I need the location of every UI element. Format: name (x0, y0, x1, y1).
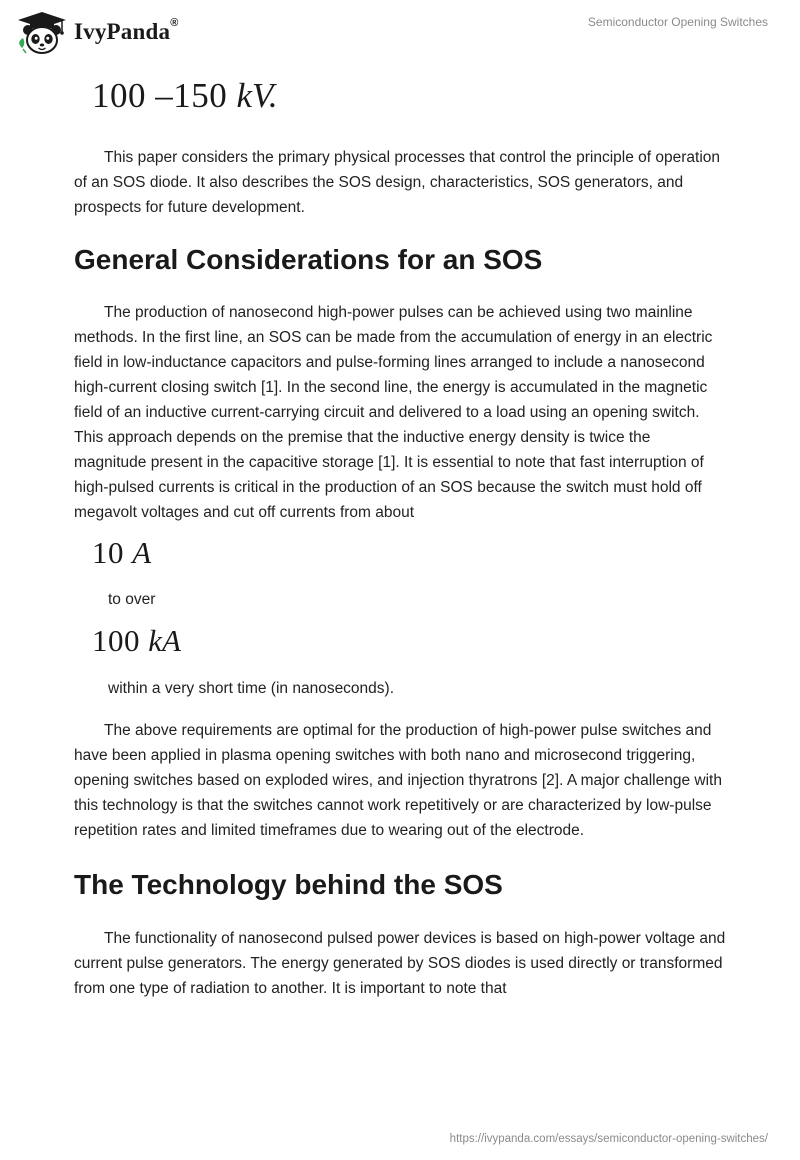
formula-voltage: 100 –150 kV. (92, 76, 278, 115)
page-header (0, 0, 800, 70)
brand-name: IvyPanda® (74, 17, 179, 44)
ivypanda-logo[interactable] (14, 8, 179, 56)
heading-technology: The Technology behind the SOS (74, 869, 503, 900)
source-url[interactable]: https://ivypanda.com/essays/semiconductor-opening-switches/ (449, 1133, 768, 1145)
paragraph-requirements: The above requirements are optimal for the production of high-power pulse switches and have been applied in plasma opening switches with both nano and microsecond triggering, opening switches based on exploded wires, and injection thyratrons [2]. A major challenge with this technology is that the switches cannot work repetitively or are characterized by low-pulse repetition rates and limited timeframes due to wearing out of the electrode. (74, 722, 722, 839)
paragraph-general: The production of nanosecond high-power pulses can be achieved using two mainline methods. In the first line, an SOS can be made from the accumulation of energy in an electric field in low-inductance capacitors and pulse-forming lines arranged to include a nanosecond high-current closing switch [1]. In the second line, the energy is accumulated in the magnetic field of an inductive current-carrying circuit and delivered to a load using an opening switch. This approach depends on the premise that the inductive energy density is twice the magnitude present in the capacitive storage [1]. It is essential to note that fast interruption of high-pulsed currents is critical in the production of an SOS because the switch must hold off megavolt voltages and cut off currents from about (74, 304, 713, 521)
paragraph-technology: The functionality of nanosecond pulsed power devices is based on high-power voltage and current pulse generators. The energy generated by SOS diodes is used directly or transformed from one type of radiation to another. It is important to note that (74, 930, 726, 997)
article-body (74, 70, 726, 1001)
panda-graduation-cap-icon (14, 8, 70, 56)
text-to-over: to over (108, 591, 156, 608)
formula-current-high: 100 kA (92, 623, 181, 658)
document-title: Semiconductor Opening Switches (587, 15, 768, 29)
text-within: within a very short time (in nanoseconds). (108, 680, 395, 697)
formula-current-low: 10 A (92, 535, 152, 570)
heading-general-considerations: General Considerations for an SOS (74, 244, 543, 275)
paragraph-intro: This paper considers the primary physical processes that control the principle of operation of an SOS diode. It also describes the SOS design, characteristics, SOS generators, and prospects for future development. (74, 149, 721, 216)
